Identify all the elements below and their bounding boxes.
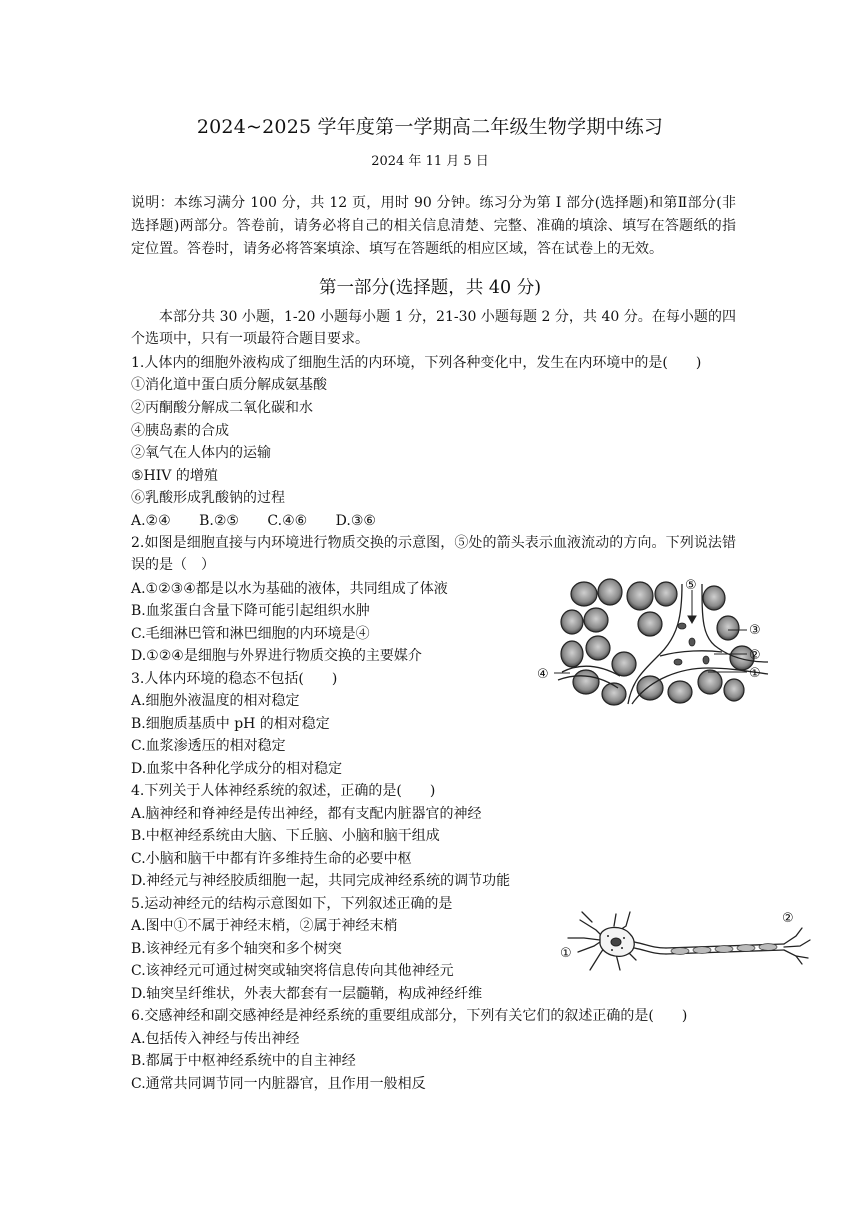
question-1-item: ②氧气在人体内的运输 xyxy=(131,445,271,461)
question-1-item: ⑤HIV 的增殖 xyxy=(131,468,218,484)
question-1-item: ①消化道中蛋白质分解成氨基酸 xyxy=(131,377,327,393)
instructions-paragraph: 说明：本练习满分 100 分，共 12 页，用时 90 分钟。练习分为第 I 部分(选择题)和第Ⅱ部分(非选择题)两部分。答卷前，请务必将自己的相关信息清楚、完整、准确的填涂、填写在答题纸的指定位置。答卷时，请务必将答案填涂、填写在答题纸的相应区域，答在试卷上的无效。 xyxy=(131,195,736,257)
option-b: B.②⑤ xyxy=(199,513,239,529)
question-3-option-a: A.细胞外液温度的相对稳定 xyxy=(131,693,300,709)
neuron-label-1: ① xyxy=(560,946,572,961)
exam-date: 2024 年 11 月 5 日 xyxy=(371,154,489,169)
question-3-option-c: C.血浆渗透压的相对稳定 xyxy=(131,738,286,754)
question-3-option-d: D.血浆中各种化学成分的相对稳定 xyxy=(131,761,343,777)
question-1-stem: 1.人体内的细胞外液构成了细胞生活的内环境，下列各种变化中，发生在内环境中的是( ) xyxy=(131,355,702,371)
section-title: 第一部分(选择题，共 40 分) xyxy=(318,278,542,298)
question-4-stem: 4.下列关于人体神经系统的叙述，正确的是( ) xyxy=(131,783,436,799)
question-5-option-d: D.轴突呈纤维状，外表大都套有一层髓鞘，构成神经纤维 xyxy=(131,986,483,1002)
question-5-option-a: A.图中①不属于神经末梢，②属于神经末梢 xyxy=(131,918,398,934)
question-6-option-a: A.包括传入神经与传出神经 xyxy=(131,1031,300,1047)
question-5-stem: 5.运动神经元的结构示意图如下，下列叙述正确的是 xyxy=(131,896,453,912)
question-6-option-b: B.都属于中枢神经系统中的自主神经 xyxy=(131,1053,356,1069)
question-6-option-c: C.通常共同调节同一内脏器官，且作用一般相反 xyxy=(131,1076,426,1092)
figure-label-3: ③ xyxy=(749,623,761,638)
question-2-stem: 2.如图是细胞直接与内环境进行物质交换的示意图，⑤处的箭头表示血液流动的方向。下列说法错误的是（ ） xyxy=(131,535,736,573)
exam-title: 2024~2025 学年度第一学期高二年级生物学期中练习 xyxy=(196,116,664,138)
neuron-label-2: ② xyxy=(782,911,794,926)
question-1-item: ②丙酮酸分解成二氧化碳和水 xyxy=(131,400,313,416)
question-3-option-b: B.细胞质基质中 pH 的相对稳定 xyxy=(131,716,330,732)
question-2-option-c: C.毛细淋巴管和淋巴细胞的内环境是④ xyxy=(131,626,370,642)
figure-label-5: ⑤ xyxy=(685,578,697,593)
question-4-option-b: B.中枢神经系统由大脑、下丘脑、小脑和脑干组成 xyxy=(131,828,440,844)
question-1-item: ④胰岛素的合成 xyxy=(131,423,229,439)
tissue-exchange-diagram xyxy=(532,576,772,712)
section-intro: 本部分共 30 小题，1-20 小题每小题 1 分，21-30 小题每题 2 分，共 40 分。在每小题的四个选项中，只有一项最符合题目要求。 xyxy=(131,309,736,347)
question-2-option-a: A.①②③④都是以水为基础的液体，共同组成了体液 xyxy=(131,581,448,597)
figure-label-1: ① xyxy=(749,666,761,681)
figure-label-4: ④ xyxy=(537,667,549,682)
question-1-item: ⑥乳酸形成乳酸钠的过程 xyxy=(131,490,285,506)
question-5-option-c: C.该神经元可通过树突或轴突将信息传向其他神经元 xyxy=(131,963,454,979)
option-c: C.④⑥ xyxy=(267,513,308,529)
question-6-stem: 6.交感神经和副交感神经是神经系统的重要组成部分，下列有关它们的叙述正确的是( ) xyxy=(131,1008,688,1024)
question-1-options xyxy=(131,510,400,532)
option-a: A.②④ xyxy=(131,513,171,529)
question-4-option-c: C.小脑和脑干中都有许多维持生命的必要中枢 xyxy=(131,851,412,867)
question-4-option-d: D.神经元与神经胶质细胞一起，共同完成神经系统的调节功能 xyxy=(131,873,511,889)
motor-neuron-diagram xyxy=(556,900,816,982)
option-d: D.③⑥ xyxy=(335,513,376,529)
figure-label-2: ② xyxy=(749,648,761,663)
question-3-stem: 3.人体内环境的稳态不包括( ) xyxy=(131,671,338,687)
question-2-option-b: B.血浆蛋白含量下降可能引起组织水肿 xyxy=(131,603,370,619)
question-2-option-d: D.①②④是细胞与外界进行物质交换的主要媒介 xyxy=(131,648,422,664)
question-5-option-b: B.该神经元有多个轴突和多个树突 xyxy=(131,941,342,957)
question-4-option-a: A.脑神经和脊神经是传出神经，都有支配内脏器官的神经 xyxy=(131,806,482,822)
